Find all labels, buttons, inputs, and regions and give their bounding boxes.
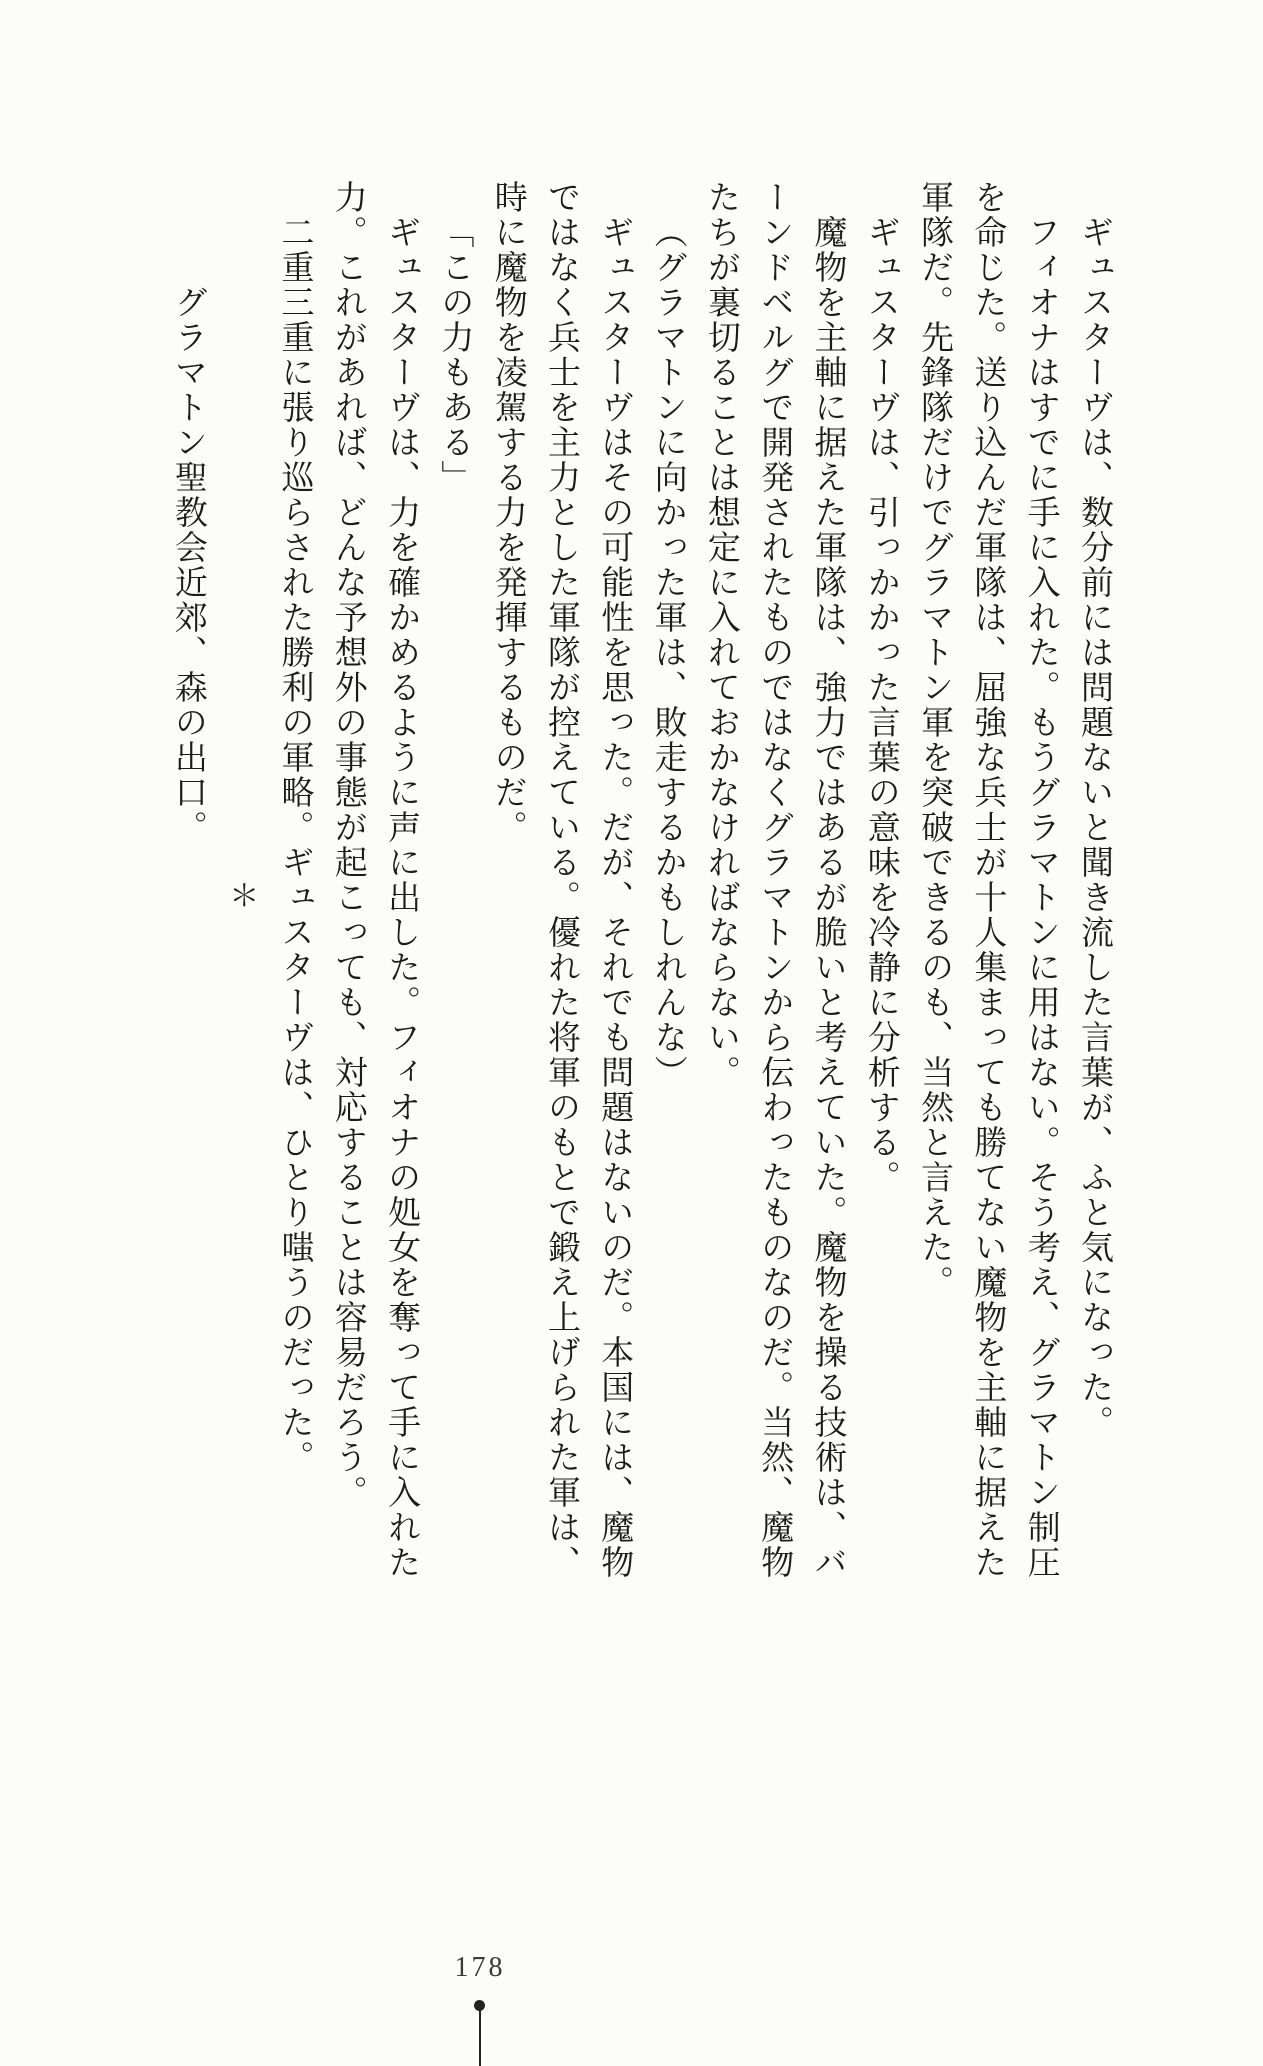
text-line: 時に魔物を凌駕する力を発揮するものだ。 (489, 180, 526, 845)
text-line: 力。これがあれば、どんな予想外の事態が起こっても、対応することは容易だろう。 (329, 180, 366, 1510)
footer-line (479, 2010, 481, 2066)
text-line: グラマトン聖教会近郊、森の出口。 (169, 285, 206, 845)
text-line: ギュスターヴは、引っかかった言葉の意味を冷静に分析する。 (862, 215, 899, 1195)
section-break-asterisk: ＊ (224, 880, 258, 912)
text-line: 軍隊だ。先鋒隊だけでグラマトン軍を突破できるのも、当然と言えた。 (916, 180, 953, 1300)
text-line: 「この力もある」 (436, 215, 473, 495)
text-line: を命じた。送り込んだ軍隊は、屈強な兵士が十人集まっても勝てない魔物を主軸に据えた (969, 180, 1006, 1580)
text-line: ギュスターヴはその可能性を思った。だが、それでも問題はないのだ。本国には、魔物 (596, 215, 633, 1580)
text-line: 魔物を主軸に据えた軍隊は、強力ではあるが脆いと考えていた。魔物を操る技術は、バ (809, 215, 846, 1580)
text-line: ギュスターヴは、力を確かめるように声に出した。フィオナの処女を奪って手に入れた (383, 215, 420, 1580)
text-line: フィオナはすでに手に入れた。もうグラマトンに用はない。そう考え、グラマトン制圧 (1022, 215, 1059, 1580)
page-number: 178 (454, 1952, 506, 1983)
text-line: （グラマトンに向かった軍は、敗走するかもしれんな） (649, 215, 686, 1090)
text-line: 二重三重に張り巡らされた勝利の軍略。ギュスターヴは、ひとり嗤うのだった。 (276, 215, 313, 1475)
text-line: ギュスターヴは、数分前には問題ないと聞き流した言葉が、ふと気になった。 (1076, 215, 1112, 1440)
text-line: ではなく兵士を主力とした軍隊が控えている。優れた将軍のもとで鍛え上げられた軍は、 (543, 180, 579, 1580)
text-line: たちが裏切ることは想定に入れておかなければならない。 (702, 180, 739, 1090)
text-line: ーンドベルグで開発されたものではなくグラマトンから伝わったものなのだ。当然、魔物 (756, 180, 793, 1580)
